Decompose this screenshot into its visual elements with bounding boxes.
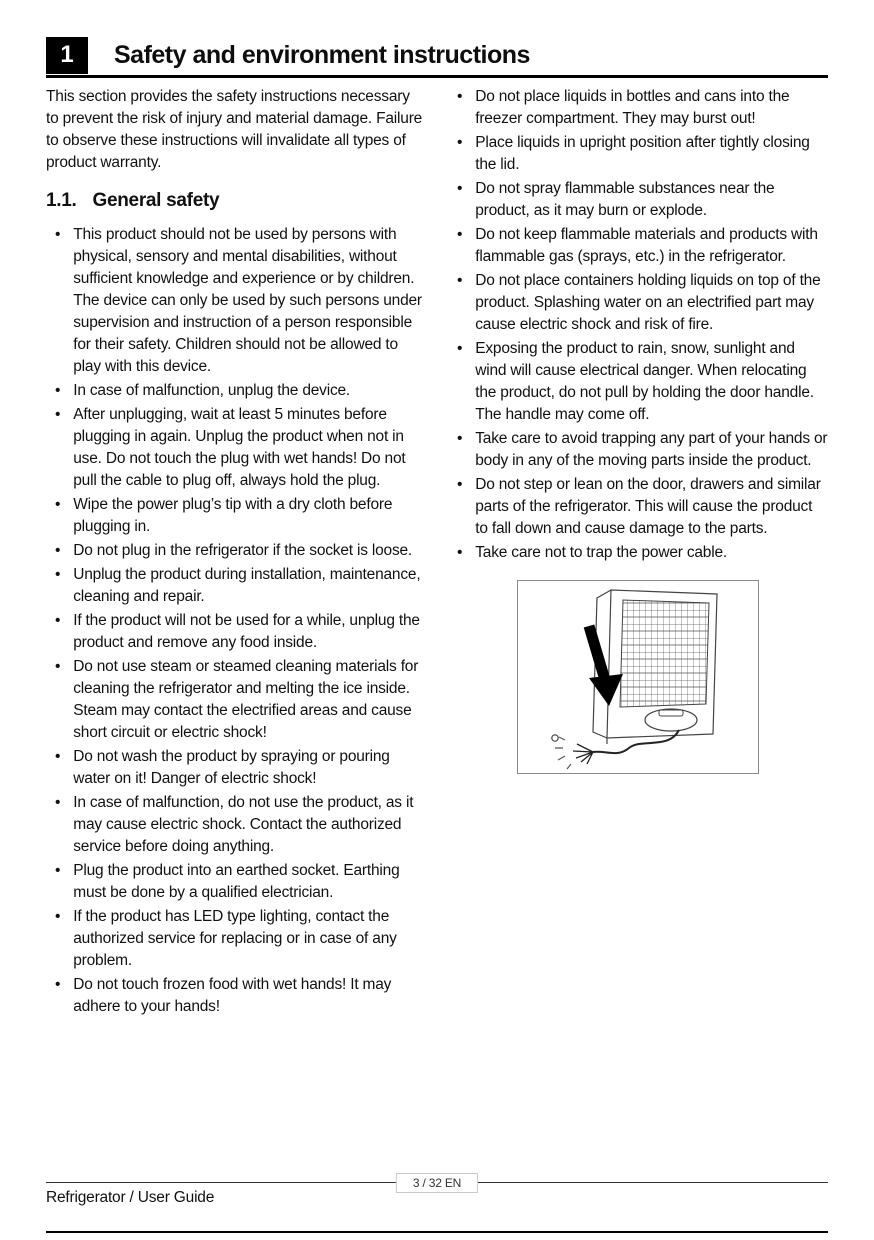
intro-paragraph: This section provides the safety instructions necessary to prevent the risk of injury and material damage. Failure to observe these instructions will invalidate all types of product warranty. (46, 88, 423, 171)
list-item: • Do not step or lean on the door, drawers and similar parts of the refrigerator. This will cause the product to fall down and cause damage to the parts. (448, 474, 828, 540)
list-item: • Do not place liquids in bottles and cans into the freezer compartment. They may burst out! (448, 86, 828, 130)
footer-row (46, 1176, 828, 1207)
section-title: General safety (92, 190, 220, 211)
refrigerator-cable-illustration (519, 582, 757, 772)
header-divider (46, 75, 828, 78)
bullet-icon (457, 338, 462, 426)
section-number: 1.1. (46, 190, 77, 211)
bullet-icon (55, 564, 60, 608)
chapter-number: 1 (46, 37, 88, 74)
safety-list-right (448, 86, 828, 564)
bullet-icon (55, 974, 60, 1018)
right-column (448, 86, 828, 1020)
content-columns (46, 86, 828, 1020)
list-item: • Wipe the power plug’s tip with a dry cloth before plugging in. (46, 494, 426, 538)
bullet-icon (55, 906, 60, 972)
list-item: • If the product has LED type lighting, contact the authorized service for replacing or in case of any problem. (46, 906, 426, 972)
list-item: • Do not place containers holding liquids on top of the product. Splashing water on an electrified part may cause electric shock and risk of fire. (448, 270, 828, 336)
cable-warning-figure (517, 580, 759, 774)
bullet-icon (457, 224, 462, 268)
chapter-header (46, 36, 828, 74)
section-heading (46, 188, 426, 215)
list-item: • Do not wash the product by spraying or pouring water on it! Danger of electric shock! (46, 746, 426, 790)
bullet-icon (55, 746, 60, 790)
list-item: • Unplug the product during installation, maintenance, cleaning and repair. (46, 564, 426, 608)
bullet-icon (55, 404, 60, 492)
bullet-icon (457, 86, 462, 130)
bullet-icon (457, 178, 462, 222)
bullet-icon (55, 224, 60, 378)
bullet-icon (55, 610, 60, 654)
list-item: • After unplugging, wait at least 5 minutes before plugging in again. Unplug the product when not in use. Do not touch the plug with wet hands! Do not pull the cable to plug off, always hold the plug. (46, 404, 426, 492)
bottom-edge-rule (46, 1231, 828, 1233)
list-item: • This product should not be used by persons with physical, sensory and mental disabilities, without sufficient knowledge and experience or by children. The device can only be used by such persons under supervision and instruction of a person responsible for their safety. Children should not be allowed to play with this device. (46, 224, 426, 378)
page-title: Safety and environment instructions (114, 40, 530, 69)
bullet-icon (55, 380, 60, 402)
list-item: • In case of malfunction, unplug the device. (46, 380, 426, 402)
list-item: • Plug the product into an earthed socket. Earthing must be done by a qualified electrician. (46, 860, 426, 904)
bullet-icon (55, 860, 60, 904)
list-item: • Exposing the product to rain, snow, sunlight and wind will cause electrical danger. When relocating the product, do not pull by holding the door handle. The handle may come off. (448, 338, 828, 426)
footer-doc-title: Refrigerator / User Guide (46, 1189, 215, 1206)
list-item: • Do not touch frozen food with wet hands! It may adhere to your hands! (46, 974, 426, 1018)
page-footer (46, 1176, 828, 1216)
bullet-icon (55, 656, 60, 744)
safety-list-left (46, 224, 426, 1018)
page-indicator: 3 / 32 EN (396, 1173, 478, 1193)
list-item: • In case of malfunction, do not use the product, as it may cause electric shock. Contact the authorized service before doing anything. (46, 792, 426, 858)
list-item: • Take care to avoid trapping any part of your hands or body in any of the moving parts inside the product. (448, 428, 828, 472)
list-item: • If the product will not be used for a while, unplug the product and remove any food inside. (46, 610, 426, 654)
bullet-icon (55, 792, 60, 858)
bullet-icon (457, 474, 462, 540)
list-item: • Take care not to trap the power cable. (448, 542, 828, 564)
list-item: • Place liquids in upright position after tightly closing the lid. (448, 132, 828, 176)
list-item: • Do not use steam or steamed cleaning materials for cleaning the refrigerator and melting the ice inside. Steam may contact the electrified areas and cause short circuit or electric shock! (46, 656, 426, 744)
bullet-icon (457, 270, 462, 336)
bullet-icon (55, 540, 60, 562)
left-column (46, 86, 426, 1020)
list-item: • Do not keep flammable materials and products with flammable gas (sprays, etc.) in the refrigerator. (448, 224, 828, 268)
bullet-icon (457, 132, 462, 176)
bullet-icon (55, 494, 60, 538)
list-item: • Do not plug in the refrigerator if the socket is loose. (46, 540, 426, 562)
bullet-icon (457, 542, 462, 564)
list-item: • Do not spray flammable substances near the product, as it may burn or explode. (448, 178, 828, 222)
bullet-icon (457, 428, 462, 472)
